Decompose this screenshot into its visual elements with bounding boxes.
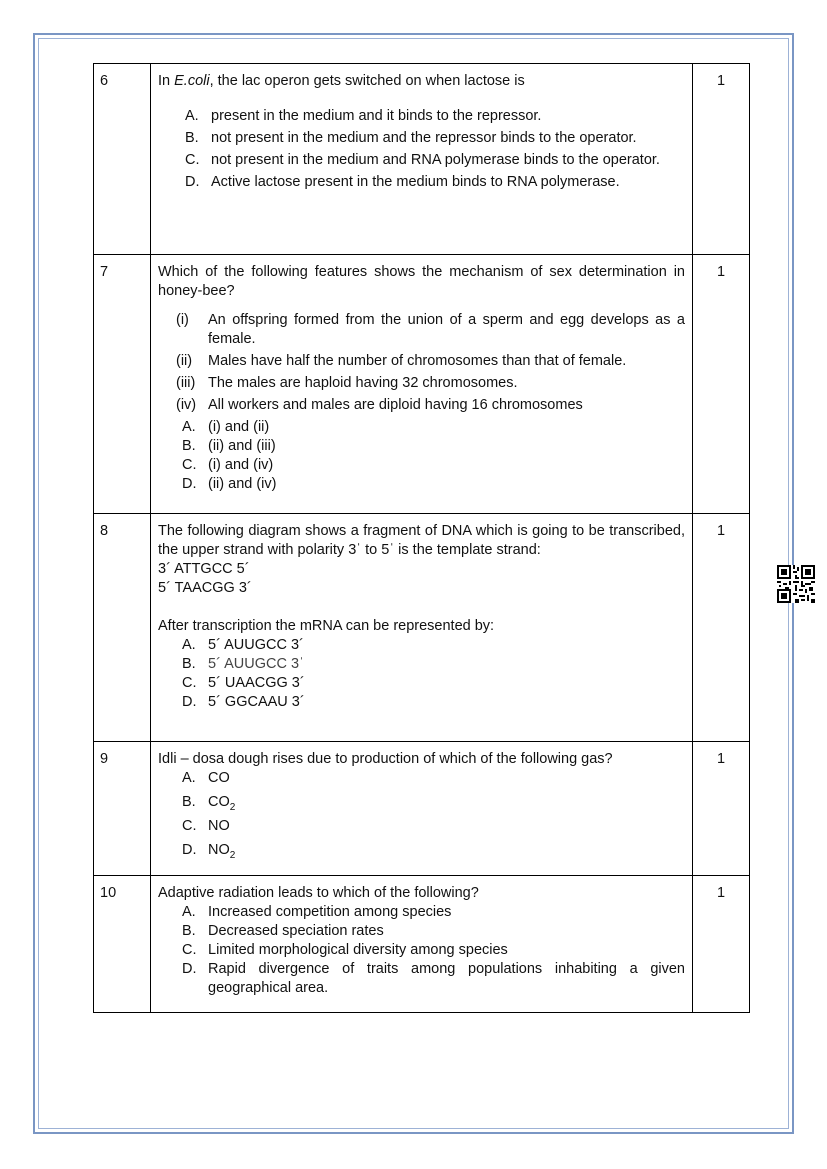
- question-prompt: After transcription the mRNA can be represented by:: [158, 618, 495, 634]
- options-list: [158, 418, 685, 494]
- organism-name: E.coli: [174, 73, 210, 89]
- option-item: C. NO: [182, 817, 230, 834]
- option-item: A. 5´ AUUGCC 3´: [182, 637, 304, 653]
- option-item: D. Rapid divergence of traits among populations inhabiting a given geographical area.: [182, 960, 685, 996]
- option-item: C. 5´ UAACGG 3´: [182, 675, 305, 691]
- question-row-6: [94, 64, 750, 255]
- question-row-10: [94, 875, 750, 1012]
- option-item: D. 5´ GGCAAU 3´: [182, 694, 305, 710]
- question-cell: [151, 875, 693, 1012]
- question-stem: In E.coli, the lac operon gets switched on when lactose is: [158, 73, 525, 89]
- question-number: 8: [94, 514, 151, 742]
- question-marks: 1: [693, 875, 750, 1012]
- question-stem: Idli – dosa dough rises due to production of which of the following gas?: [158, 751, 613, 767]
- option-item: B. Decreased speciation rates: [182, 922, 384, 939]
- question-stem: The following diagram shows a fragment of DNA which is going to be transcribed, the upper strand with polarity 3ˈ to 5ˈ is the template strand:: [158, 523, 685, 558]
- option-item: D. $NO_2$: [182, 841, 236, 861]
- qr-code-icon: [777, 565, 815, 603]
- question-cell: [151, 742, 693, 876]
- question-row-7: [94, 255, 750, 514]
- question-row-8: [94, 514, 750, 742]
- option-item: B. $CO_2$: [182, 793, 236, 813]
- statement-item: (i) An offspring formed from the union of a sperm and egg develops as a female.: [176, 312, 685, 347]
- question-marks: 1: [693, 742, 750, 876]
- option-item: A. present in the medium and it binds to the repressor.: [185, 108, 542, 124]
- dna-strand-template: 3´ ATTGCC 5´: [158, 561, 250, 577]
- options-list: [158, 636, 685, 712]
- gas-formula: CO: [208, 770, 230, 786]
- option-item: C. Limited morphological diversity among species: [182, 941, 508, 958]
- question-marks: 1: [693, 64, 750, 255]
- question-cell: [151, 514, 693, 742]
- question-marks: 1: [693, 514, 750, 742]
- question-table: [93, 63, 750, 1013]
- question-stem: Adaptive radiation leads to which of the following?: [158, 884, 479, 901]
- statement-item: (ii) Males have half the number of chromosomes than that of female.: [176, 353, 627, 369]
- question-number: 9: [94, 742, 151, 876]
- gas-formula: NO: [208, 841, 230, 858]
- gas-formula: CO: [208, 793, 230, 810]
- statements-list: [158, 311, 685, 415]
- options-list: [158, 769, 685, 865]
- options-list: [158, 903, 685, 998]
- question-stem: Which of the following features shows the mechanism of sex determination in honey-bee?: [158, 264, 685, 299]
- statement-item: (iv) All workers and males are diploid having 16 chromosomes: [176, 397, 583, 413]
- option-item: D. Active lactose present in the medium binds to RNA polymerase.: [185, 174, 620, 190]
- option-item: B. (ii) and (iii): [182, 438, 276, 454]
- option-item: A. CO: [182, 770, 230, 786]
- option-item: A. Increased competition among species: [182, 903, 452, 920]
- question-row-9: [94, 742, 750, 876]
- question-marks: 1: [693, 255, 750, 514]
- question-cell: [151, 64, 693, 255]
- option-item: D. (ii) and (iv): [182, 476, 277, 492]
- option-item: C. not present in the medium and RNA polymerase binds to the operator.: [185, 152, 660, 168]
- options-list: [158, 107, 685, 192]
- option-item: C. (i) and (iv): [182, 457, 274, 473]
- dna-strand-coding: 5´ TAACGG 3´: [158, 580, 252, 596]
- question-number: 7: [94, 255, 151, 514]
- question-cell: [151, 255, 693, 514]
- statement-item: (iii) The males are haploid having 32 chromosomes.: [176, 375, 518, 391]
- gas-formula: NO: [208, 817, 230, 834]
- option-item: B. not present in the medium and the repressor binds to the operator.: [185, 130, 637, 146]
- question-number: 10: [94, 875, 151, 1012]
- question-number: 6: [94, 64, 151, 255]
- option-item: B. 5´ AUUGCC 3ˈ: [182, 656, 304, 672]
- option-item: A. (i) and (ii): [182, 419, 270, 435]
